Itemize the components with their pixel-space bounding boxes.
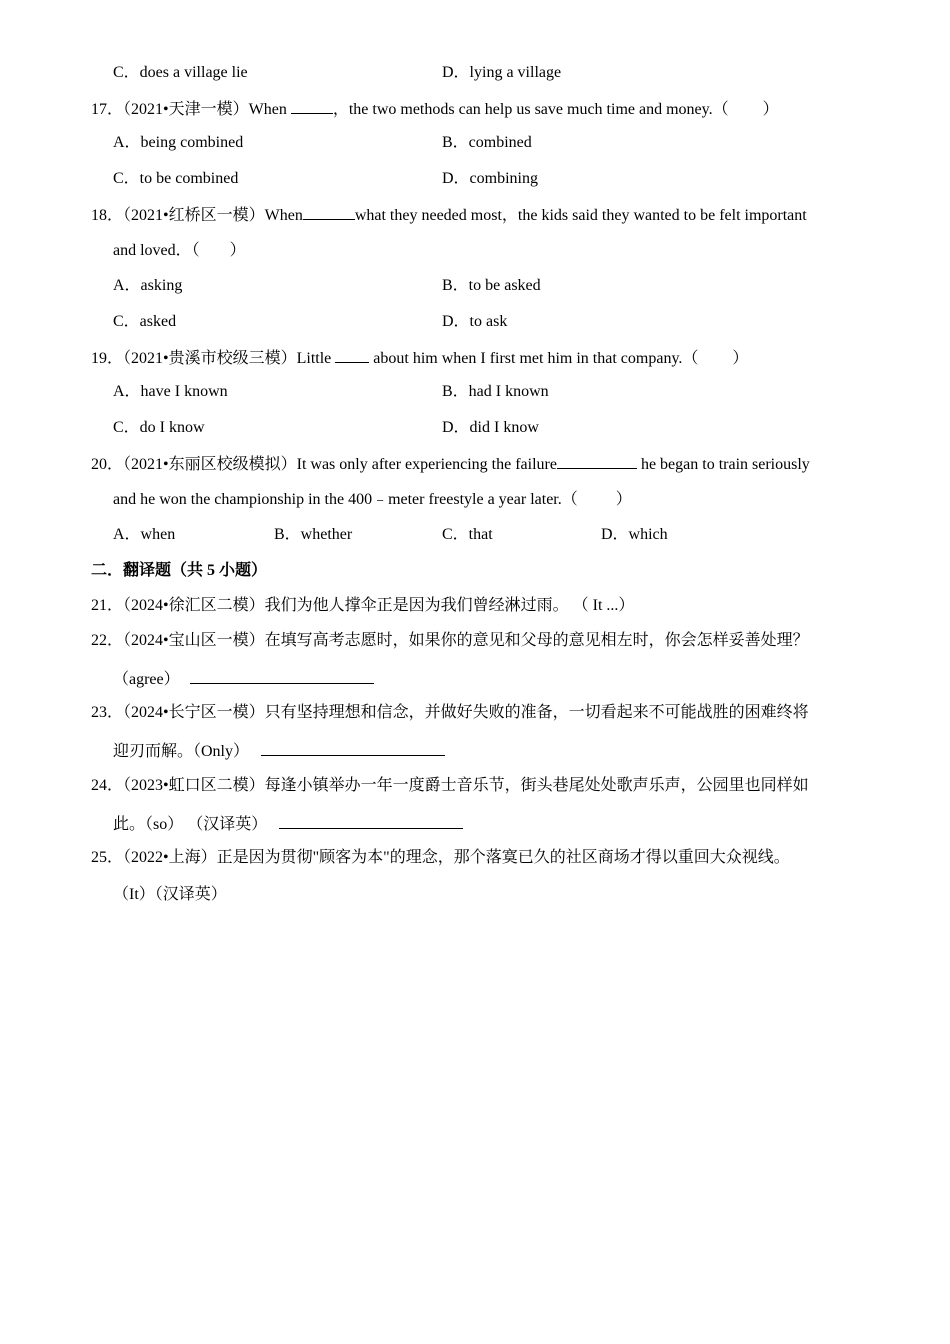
- question-text: ，the two methods can help us save much time and money.（: [332, 101, 729, 118]
- question-text: 迎刃而解。（Only）: [113, 743, 250, 760]
- question-19: [91, 347, 748, 369]
- answer-line[interactable]: [279, 813, 463, 829]
- q18-option-d[interactable]: D．to ask: [442, 313, 508, 330]
- question-text: Little: [296, 350, 336, 367]
- question-21: [91, 596, 634, 616]
- question-text: about him when I first met him in that company.（: [369, 350, 699, 367]
- close-paren: ）: [762, 101, 779, 118]
- question-text: When: [264, 207, 303, 224]
- question-hint: （agree）: [113, 671, 180, 688]
- q17-option-b[interactable]: B．combined: [442, 134, 532, 151]
- question-number: 21．: [91, 597, 124, 614]
- question-20-line2: [113, 490, 632, 510]
- q19-option-b[interactable]: B．had I known: [442, 383, 549, 400]
- question-text: 此。（so） （汉译英）: [113, 816, 268, 833]
- answer-line[interactable]: [190, 668, 374, 684]
- prev-option-d: D．lying a village: [442, 64, 562, 81]
- question-source: （2022•上海）: [123, 849, 217, 866]
- q20-option-c[interactable]: C．that: [442, 526, 493, 543]
- q17-option-a[interactable]: A．being combined: [113, 134, 244, 151]
- answer-blank[interactable]: [557, 453, 637, 469]
- q20-option-a[interactable]: A．when: [113, 526, 176, 543]
- question-text: （It）（汉译英）: [113, 886, 227, 903]
- question-18-line2: [113, 241, 246, 261]
- question-20: [91, 453, 810, 475]
- question-source: （2021•红桥区一模）: [123, 207, 265, 224]
- question-text: It was only after experiencing the failure: [296, 456, 557, 473]
- q20-option-d[interactable]: D．which: [601, 526, 668, 543]
- question-number: 18．: [91, 207, 124, 224]
- question-25: [91, 848, 790, 868]
- question-source: （2023•虹口区二模）: [123, 777, 265, 794]
- question-text: and he won the championship in the 400﹣meter freestyle a year later.（: [113, 491, 578, 508]
- question-text: 在填写高考志愿时，如果你的意见和父母的意见相左时，你会怎样妥善处理？: [264, 632, 809, 649]
- question-24: [91, 776, 809, 796]
- question-source: （2021•东丽区校级模拟）: [123, 456, 297, 473]
- question-24-line2: [113, 813, 463, 835]
- answer-line[interactable]: [261, 740, 445, 756]
- question-number: 17．: [91, 101, 124, 118]
- q18-option-a[interactable]: A．asking: [113, 277, 183, 294]
- question-17: [91, 98, 779, 120]
- question-source: （2021•天津一模）: [123, 101, 249, 118]
- close-paren: ）: [732, 350, 749, 367]
- q19-option-d[interactable]: D．did I know: [442, 419, 539, 436]
- q18-option-c[interactable]: C．asked: [113, 313, 177, 330]
- question-22-line2: [113, 668, 374, 690]
- question-number: 19．: [91, 350, 124, 367]
- question-text: 只有坚持理想和信念，并做好失败的准备，一切看起来不可能战胜的困难终将: [264, 704, 809, 721]
- question-source: （2024•长宁区一模）: [123, 704, 265, 721]
- question-text: 我们为他人撑伞正是因为我们曾经淋过雨。 （ It ...）: [264, 597, 635, 614]
- answer-blank[interactable]: [291, 98, 333, 114]
- question-number: 20．: [91, 456, 124, 473]
- q19-option-a[interactable]: A．have I known: [113, 383, 228, 400]
- q19-option-c[interactable]: C．do I know: [113, 419, 205, 436]
- question-number: 23．: [91, 704, 124, 721]
- q17-option-d[interactable]: D．combining: [442, 170, 538, 187]
- question-source: （2024•宝山区一模）: [123, 632, 265, 649]
- question-number: 22．: [91, 632, 124, 649]
- question-text: 每逢小镇举办一年一度爵士音乐节，街头巷尾处处歌声乐声，公园里也同样如: [264, 777, 809, 794]
- question-source: （2021•贵溪市校级三模）: [123, 350, 297, 367]
- close-paren: ）: [615, 491, 632, 508]
- question-text: what they needed most，the kids said they wanted to be felt important: [354, 207, 807, 224]
- q17-option-c[interactable]: C．to be combined: [113, 170, 239, 187]
- question-text: 正是因为贯彻"顾客为本"的理念，那个落寞已久的社区商场才得以重回大众视线。: [216, 849, 790, 866]
- question-number: 24．: [91, 777, 124, 794]
- question-23: [91, 703, 809, 723]
- answer-blank[interactable]: [303, 204, 355, 220]
- question-source: （2024•徐汇区二模）: [123, 597, 265, 614]
- answer-blank[interactable]: [335, 347, 369, 363]
- q20-option-b[interactable]: B．whether: [274, 526, 353, 543]
- question-25-line2: [113, 885, 227, 905]
- question-number: 25．: [91, 849, 124, 866]
- question-text: When: [248, 101, 291, 118]
- question-22: [91, 631, 809, 651]
- prev-option-c: C．does a village lie: [113, 64, 248, 81]
- section-title: 二．翻译题（共 5 小题）: [91, 562, 268, 579]
- question-text: and loved．（: [113, 242, 200, 259]
- question-23-line2: [113, 740, 445, 762]
- q18-option-b[interactable]: B．to be asked: [442, 277, 541, 294]
- question-18: [91, 204, 807, 226]
- question-text: he began to train seriously: [636, 456, 810, 473]
- close-paren: ）: [229, 242, 246, 259]
